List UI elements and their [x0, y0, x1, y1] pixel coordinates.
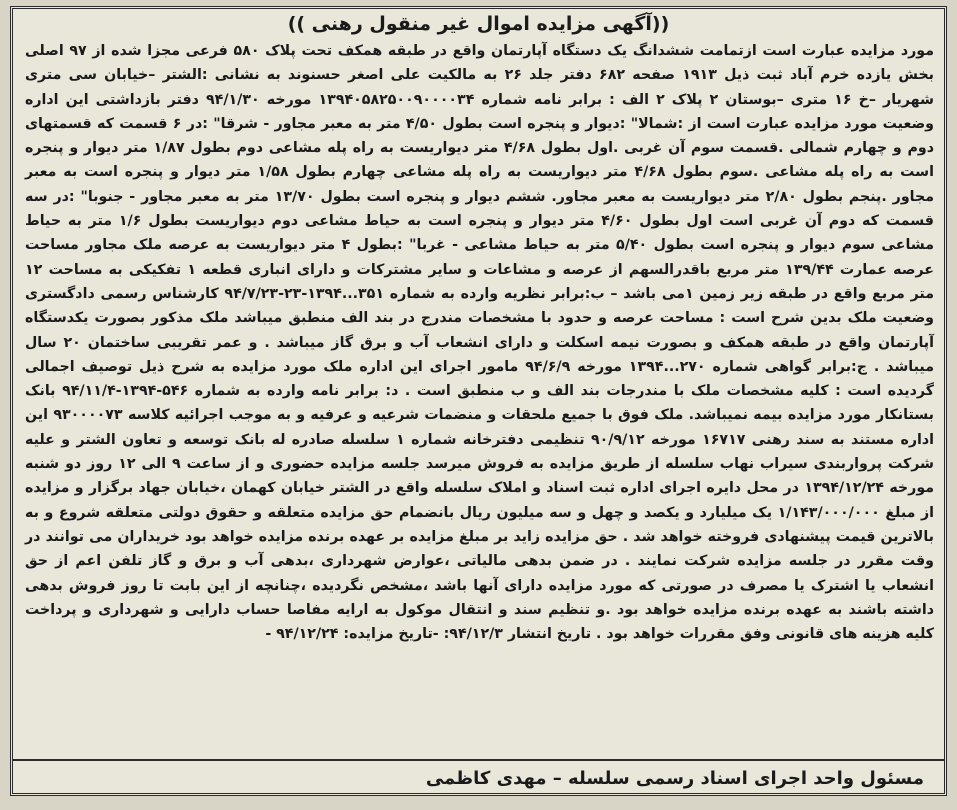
notice-signature: مسئول واحد اجرای اسناد رسمی سلسله – مهدی کاظمی	[425, 768, 924, 789]
notice-body: مورد مزایده عبارت است ازتمامت ششدانگ یک دستگاه آپارتمان واقع در طبقه همکف تحت پلاک ۵۸۰ فرعی مجزا شده از ۹۷ اصلی بخش یازده خرم آباد ثبت ذیل ۱۹۱۳ صفحه ۶۸۲ دفتر جلد ۲۶ به مالکیت علی اصغر حسنوند به نشانی :الشتر –خیابان سی متری شهریار –خ ۱۶ متری –بوستان ۲ پلاک ۲ الف : برابر نامه شماره ۱۳۹۴۰۵۸۲۵۰۰۹۰۰۰۰۳۴ مورخه ۹۴/۱/۳۰ دفتر بازداشتی این اداره وضعیت مورد مزایده عبارت است از :شمالا" :دیوار و پنجره است بطول ۴/۵۰ متر به معبر مجاور - شرقا" :در ۶ قسمت که قسمتهای دوم و چهارم شمالی .قسمت سوم آن غربی .اول بطول ۴/۶۸ متر دیواریست به راه پله مشاعی دوم بطول ۱/۸۷ متر دیوار و پنجره است به راه پله مشاعی .سوم بطول ۴/۶۸ متر دیواریست به راه پله مشاعی چهارم بطول ۱/۵۸ متر دیوار و پنجره است به معبر مجاور .پنجم بطول ۲/۸۰ متر دیواریست به معبر مجاور. ششم دیوار و پنجره است بطول ۱۳/۷۰ متر به معبر مجاور - جنوبا" :در سه قسمت که دوم آن غربی است اول بطول ۴/۶۰ متر دیوار و پنجره است به حیاط مشاعی دوم دیواریست بطول ۱/۶ متر به حیاط مشاعی سوم دیوار و پنجره است بطول ۵/۴۰ متر به حیاط مشاعی - غربا" :بطول ۴ متر دیواریست به عرصه ملک مجاور مساحت عرصه عمارت ۱۳۹/۴۴ متر مربع باقدرالسهم از عرصه و مشاعات و سایر مشترکات و دارای انباری قطعه ۱ تفکیکی به مساحت ۱۲ متر مربع واقع در طبقه زیر زمین ۱می باشد – ب:برابر نظریه وارده به شماره ۳۵۱...۱۳۹۴-۲۳-۹۴/۷/۲۳ کارشناس رسمی دادگستری وضعیت ملک بدین شرح است : مساحت عرصه و حدود با مشخصات مندرج در بند الف منطبق میباشد ملک مذکور بصورت یکدستگاه آپارتمان واقع در طبقه همکف و بصورت نیمه اسکلت و دارای انشعاب آب و برق گاز میباشد . و عمر تقریبی ساختمان ۲۰ سال میباشد . ج:برابر گواهی شماره ۲۷۰...۱۳۹۴ مورخه ۹۴/۶/۹ مامور اجرای این اداره ملک مورد مزایده به شرح ذیل توصیف اجمالی گردیده است : کلیه مشخصات ملک با مندرجات بند الف و ب منطبق است . د: برابر نامه وارده به شماره ۵۴۶-۱۳۹۴-۹۴/۱۱/۴ بانک بستانکار مورد مزایده بیمه نمیباشد. ملک فوق با جمیع ملحقات و منضمات شرعیه و عرفیه و به موجب اجرائیه کلاسه ۹۳۰۰۰۰۷۳ این اداره مستند به سند رهنی ۱۶۷۱۷ مورخه ۹۰/۹/۱۲ تنظیمی دفترخانه شماره ۱ سلسله صادره له بانک توسعه و تعاون الشتر و علیه شرکت پرواربندی سیراب نهاب سلسله از طریق مزایده به فروش میرسد جلسه مزایده حضوری و از ساعت ۹ الی ۱۲ روز دو شنبه مورخه ۱۳۹۴/۱۲/۲۴ در محل دایره اجرای اداره ثبت اسناد و املاک سلسله واقع در الشتر خیابان کهمان ،خیابان جهاد برگزار و مزایده از مبلغ ۱/۱۴۳/۰۰۰/۰۰۰ یک میلیارد و یکصد و چهل و سه میلیون ریال بانضمام حق مزایده متعلقه و حقوق دولتی متعلقه شروع و به بالاترین قیمت پیشنهادی فروخته خواهد شد . حق مزایده زاید بر مبلغ مزایده بر عهده برنده مزایده خواهد بود خریداران می توانند در وقت مقرر در جلسه مزایده شرکت نمایند . در ضمن بدهی مالیاتی ،عوارض شهرداری ،بدهی آب و برق و گاز تلفن اعم از حق انشعاب یا اشترک یا مصرف در صورتی که مورد مزایده دارای آنها باشد ،مشخص نگردیده ،چنانچه از این بابت تا روز فروش بدهی داشته باشند به عهده برنده مزایده خواهد بود .و تنظیم سند و انتقال موکول به ارایه مفاصا حساب دارایی و شهرداری و پرداخت کلیه هزینه های قانونی وفق مقررات خواهد بود . تاریخ انتشار ۹۴/۱۲/۳: -تاریخ مزایده: ۹۴/۱۲/۲۴ -	[25, 43, 935, 643]
notice-title: ((آگهی مزایده اموال غیر منقول رهنی ))	[287, 13, 670, 35]
notice-page	[10, 6, 947, 796]
footer-divider	[13, 759, 944, 761]
